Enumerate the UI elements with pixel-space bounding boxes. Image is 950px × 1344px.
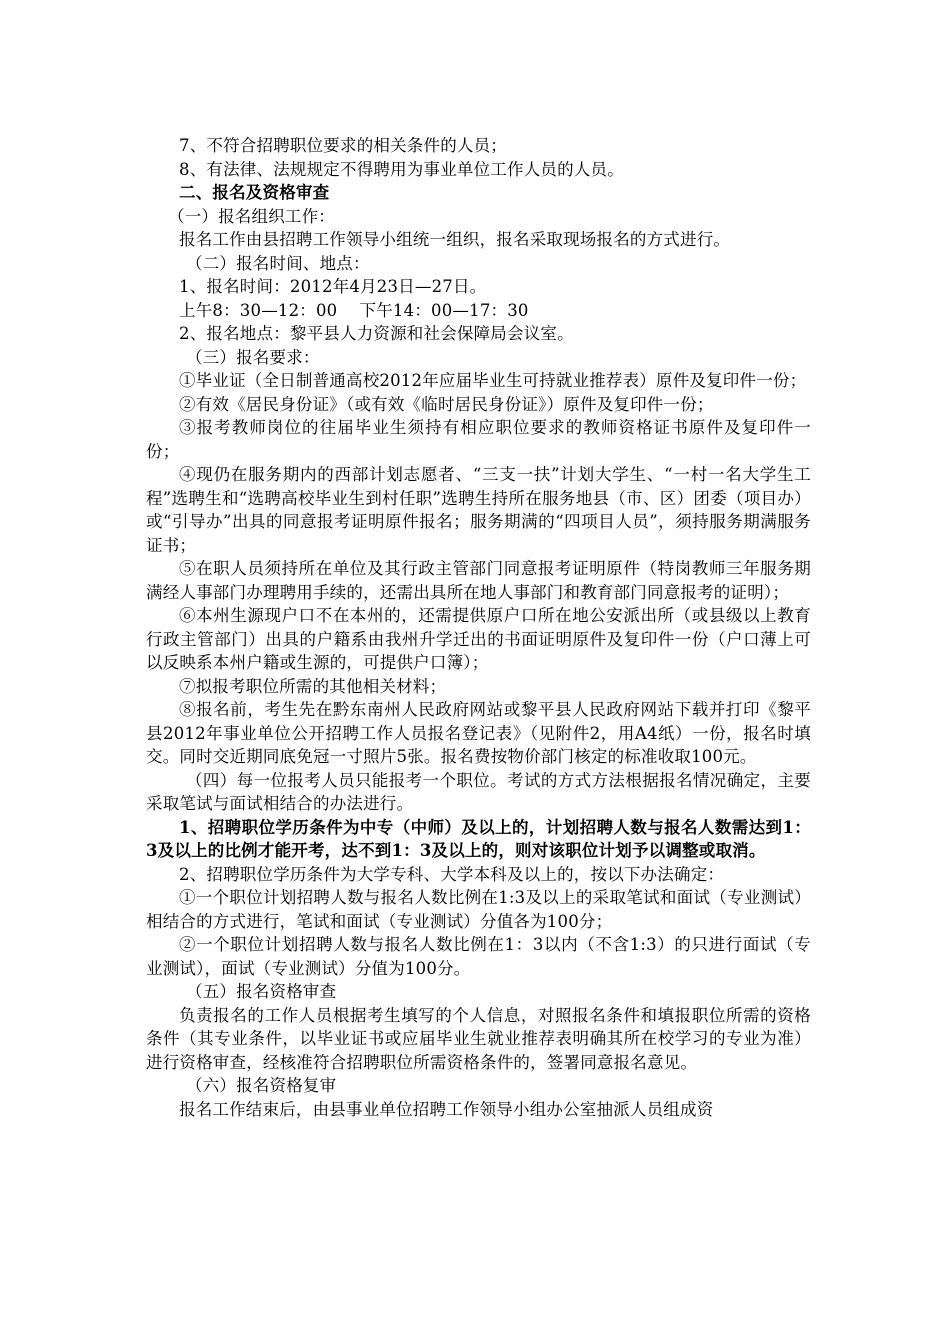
requirement-6: ⑥本州生源现户口不在本州的，还需提供原户口所在地公安派出所（或县级以上教育行政主管部门）出具的户籍系由我州升学迁出的书面证明原件及复印件一份（户口薄上可以反映系本州户籍或生源的，可提供户口簿）；	[146, 606, 811, 672]
requirement-4: ④现仍在服务期内的西部计划志愿者、“三支一扶”计划大学生、“一村一名大学生工程”选聘生和“选聘高校毕业生到村任职”选聘生持所在服务地县（市、区）团委（项目办）或“引导办”出具的同意报考证明原件报名；服务期满的“四项目人员”，须持服务期满服务证书；	[146, 465, 811, 555]
subheading-exam-method: （四）每一位报考人员只能报考一个职位。考试的方式方法根据报名情况确定，主要采取笔试与面试相结合的办法进行。	[146, 770, 811, 813]
paragraph-organization: 报名工作由县招聘工作领导小组统一组织，报名采取现场报名的方式进行。	[179, 230, 731, 249]
subheading-time-place: （二）报名时间、地点：	[186, 253, 370, 273]
subheading-qualification-review: （五）报名资格审查	[186, 982, 337, 1001]
paragraph-bold-ratio-rule: 1、招聘职位学历条件为中专（中师）及以上的，计划招聘人数与报名人数需达到1：3及以上的比例才能开考，达不到1：3及以上的，则对该职位计划予以调整或取消。	[146, 817, 811, 860]
paragraph-place: 2、报名地点：黎平县人力资源和社会保障局会议室。	[179, 324, 574, 343]
subheading-organization: （一）报名组织工作：	[168, 206, 335, 226]
rule-item-1: ①一个职位计划招聘人数与报名人数比例在1:3及以上的采取笔试和面试（专业测试）相结合的方式进行，笔试和面试（专业测试）分值各为100分；	[146, 888, 811, 931]
paragraph-qualification-review: 负责报名的工作人员根据考生填写的个人信息，对照报名条件和填报职位所需的资格条件（其专业条件，以毕业证书或应届毕业生就业推荐表明确其所在校学习的专业为准）进行资格审查，经核准符合招聘职位所需资格条件的，签署同意报名意见。	[146, 1005, 811, 1072]
requirement-7: ⑦拟报考职位所需的其他相关材料；	[179, 676, 447, 696]
paragraph-re-review: 报名工作结束后，由县事业单位招聘工作领导小组办公室抽派人员组成资	[179, 1099, 714, 1119]
paragraph-time: 1、报名时间：2012年4月23日—27日。	[179, 277, 487, 296]
section-heading-registration: 二、报名及资格审查	[179, 183, 330, 202]
paragraph-degree-rule: 2、招聘职位学历条件为大学专科、大学本科及以上的，按以下办法确定：	[179, 864, 725, 884]
requirement-1: ①毕业证（全日制普通高校2012年应届毕业生可持就业推荐表）原件及复印件一份；	[179, 371, 807, 390]
requirement-3: ③报考教师岗位的往届毕业生须持有相应职位要求的教师资格证书原件及复印件一份；	[146, 418, 811, 461]
paragraph-hours: 上午8：30—12：00 下午14：00—17：30	[179, 300, 529, 320]
requirement-5: ⑤在职人员须持所在单位及其行政主管部门同意报考证明原件（特岗教师三年服务期满经人事部门办理聘用手续的，还需出具所在地人事部门和教育部门同意报考的证明）；	[146, 559, 811, 602]
subheading-re-review: （六）报名资格复审	[186, 1076, 337, 1095]
rule-item-2: ②一个职位计划招聘人数与报名人数比例在1：3以内（不含1:3）的只进行面试（专业测试），面试（专业测试）分值为100分。	[146, 935, 811, 978]
document-page	[146, 134, 811, 1121]
paragraph-item-7: 7、不符合招聘职位要求的相关条件的人员；	[179, 136, 507, 155]
paragraph-item-8: 8、有法律、法规规定不得聘用为事业单位工作人员的人员。	[179, 159, 624, 179]
subheading-requirements: （三）报名要求：	[186, 347, 320, 367]
requirement-2: ②有效《居民身份证》（或有效《临时居民身份证》）原件及复印件一份；	[179, 394, 714, 414]
requirement-8: ⑧报名前，考生先在黔东南州人民政府网站或黎平县人民政府网站下载并打印《黎平县2012年事业单位公开招聘工作人员报名登记表》（见附件2，用A4纸）一份，报名时填交。同时交近期同底免冠一寸照片5张。报名费按物价部门核定的标准收取100元。	[146, 700, 811, 766]
